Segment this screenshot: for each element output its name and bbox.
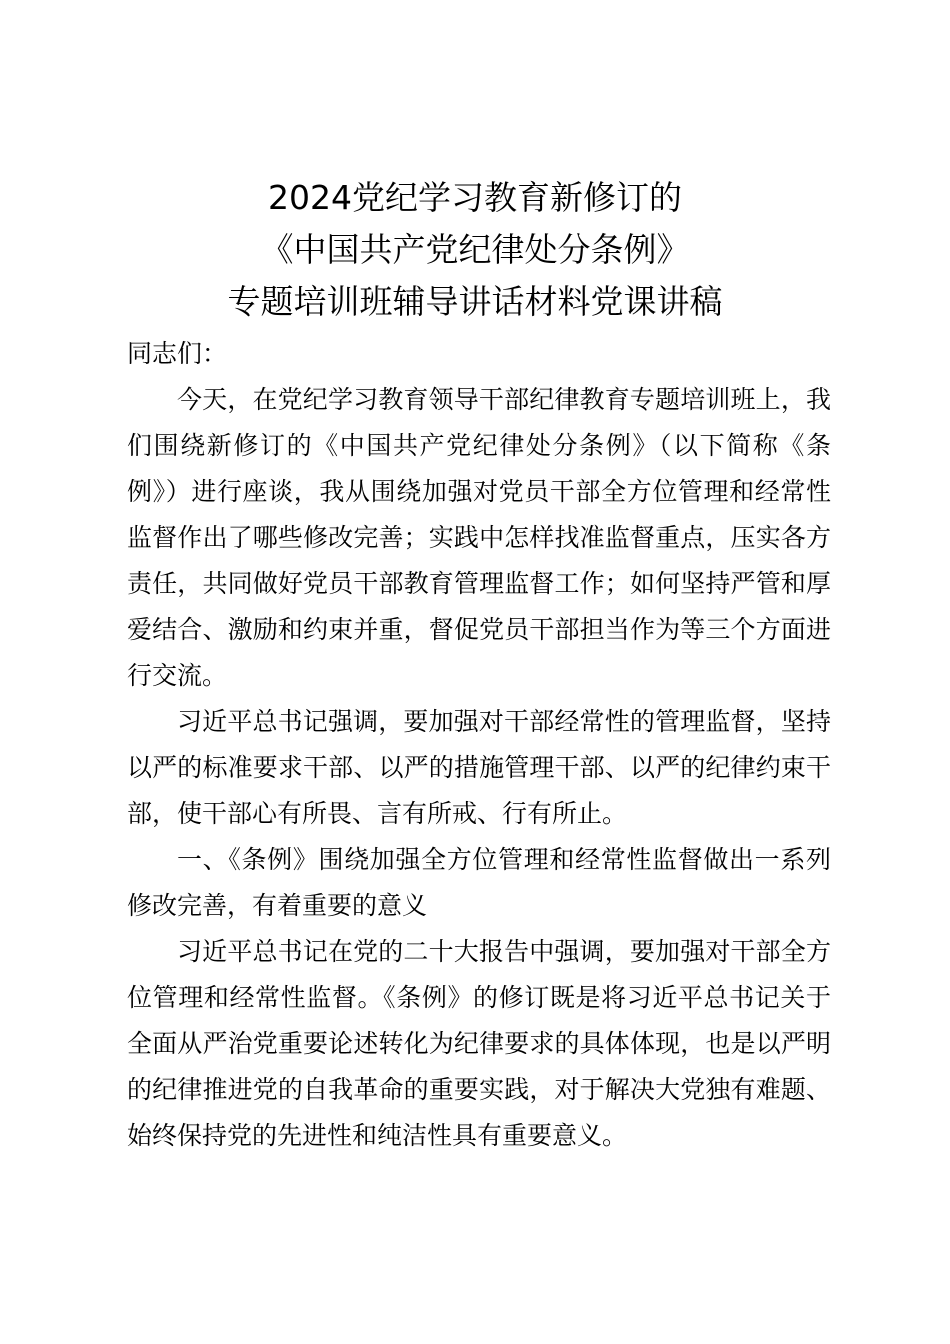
- section-heading-1: 一、《条例》围绕加强全方位管理和经常性监督做出一系列修改完善，有着重要的意义: [127, 845, 831, 920]
- document-title: [110, 172, 840, 328]
- title-line-1: 2024党纪学习教育新修订的: [268, 178, 682, 217]
- title-line-2: 《中国共产党纪律处分条例》: [260, 230, 690, 269]
- paragraph-quote: 习近平总书记强调，要加强对干部经常性的管理监督，坚持以严的标准要求干部、以严的措施管理干部、以严的纪律约束干部，使干部心有所畏、言有所戒、行有所止。: [127, 707, 831, 828]
- salutation: 同志们：: [127, 339, 228, 368]
- paragraph-intro: 今天，在党纪学习教育领导干部纪律教育专题培训班上，我们围绕新修订的《中国共产党纪律处分条例》（以下简称《条例》）进行座谈，我从围绕加强对党员干部全方位管理和经常性监督作出了哪些修改完善；实践中怎样找准监督重点，压实各方责任，共同做好党员干部教育管理监督工作；如何坚持严管和厚爱结合、激励和约束并重，督促党员干部担当作为等三个方面进行交流。: [127, 385, 831, 690]
- document-body: [127, 331, 831, 1159]
- title-line-3: 专题培训班辅导讲话材料党课讲稿: [227, 282, 723, 321]
- section-paragraph-1: 习近平总书记在党的二十大报告中强调，要加强对干部全方位管理和经常性监督。《条例》的修订既是将习近平总书记关于全面从严治党重要论述转化为纪律要求的具体体现，也是以严明的纪律推进党的自我革命的重要实践，对于解决大党独有难题、始终保持党的先进性和纯洁性具有重要意义。: [127, 937, 831, 1150]
